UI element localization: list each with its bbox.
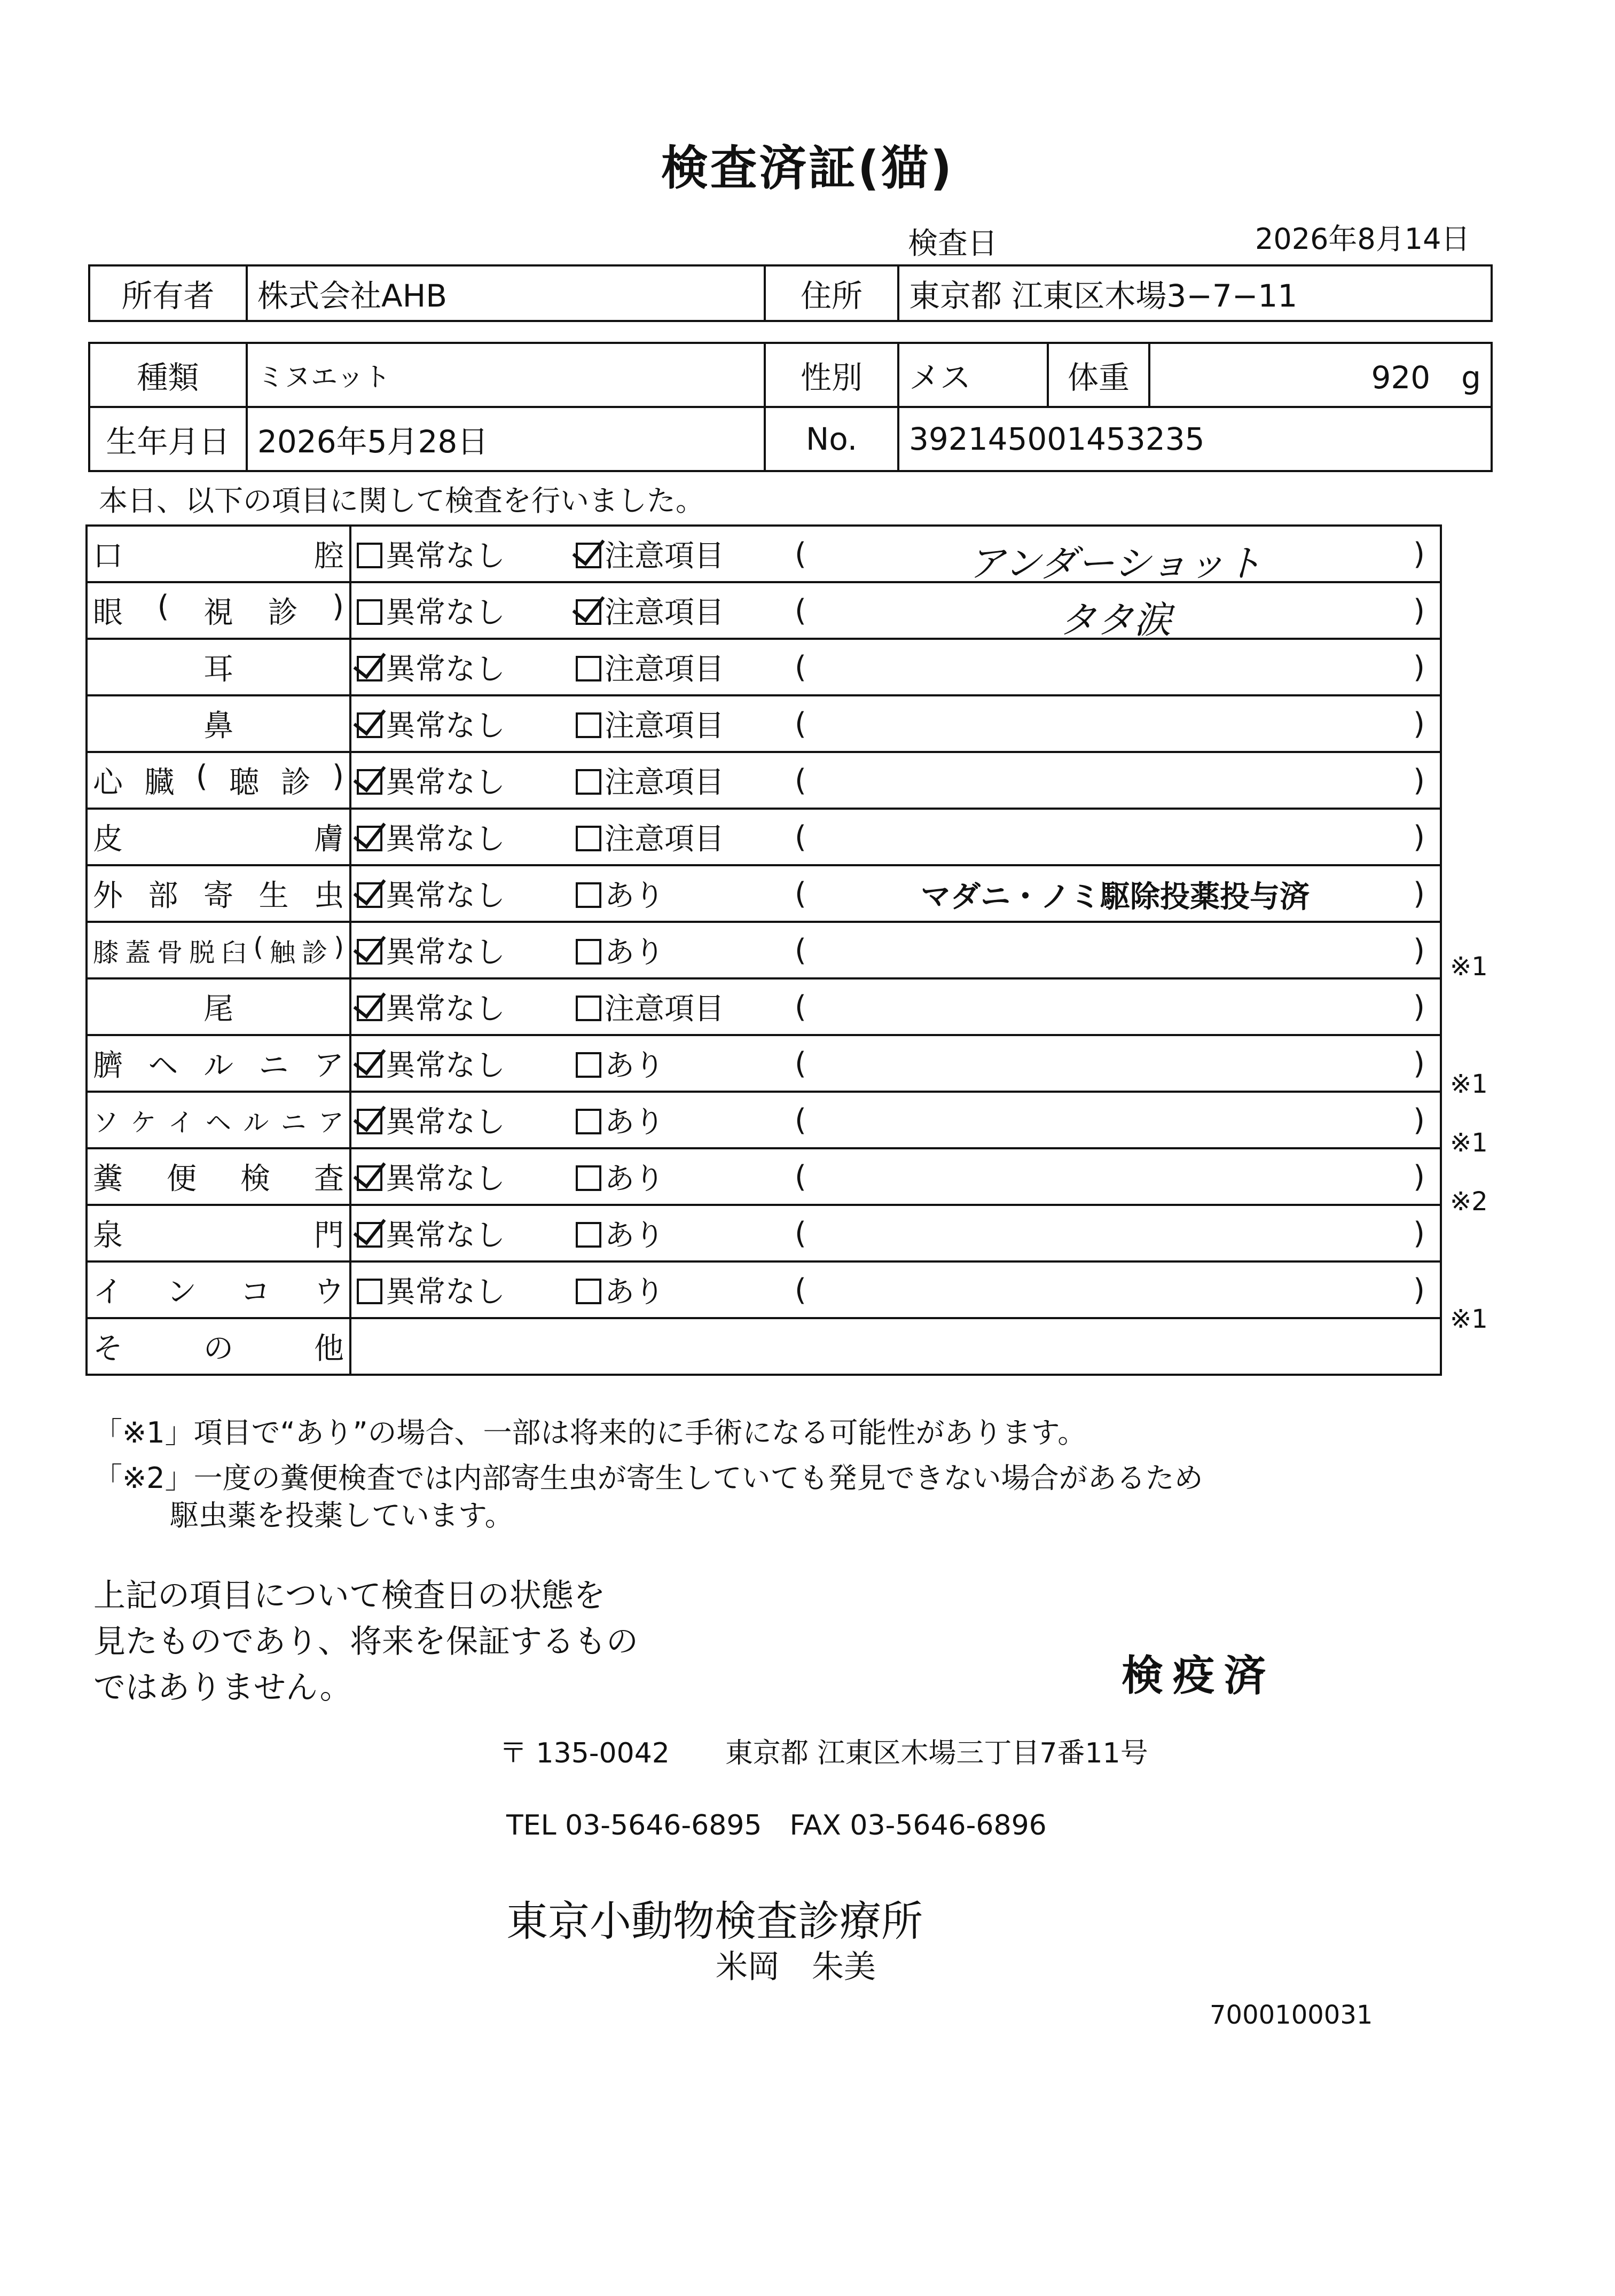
open-paren: (	[795, 819, 806, 855]
no-label: No.	[765, 407, 898, 471]
exam-category	[87, 1035, 350, 1092]
disclaimer-line: 見たものであり、将来を保証するもの	[93, 1623, 638, 1660]
open-paren: (	[795, 536, 806, 571]
category-char: 診	[280, 765, 311, 800]
checkbox-icon[interactable]	[576, 1279, 601, 1304]
option-opt2[interactable]	[576, 1268, 795, 1311]
option-opt2[interactable]	[576, 589, 795, 632]
checkbox-icon[interactable]	[357, 1052, 382, 1078]
checkbox-icon[interactable]	[357, 599, 382, 625]
category-char: ウ	[314, 1275, 344, 1310]
checkbox-icon[interactable]	[357, 543, 382, 568]
birth-value: 2026年5月28日	[247, 407, 765, 471]
option-opt1[interactable]	[357, 1212, 576, 1255]
animal-table	[88, 342, 1493, 472]
category-char: 蓋	[125, 937, 151, 968]
disclaimer-line: ではありません。	[93, 1669, 352, 1706]
option-label: 異常なし	[386, 1275, 505, 1310]
option-opt1[interactable]	[357, 929, 576, 971]
comment-field[interactable]	[795, 1159, 1425, 1194]
close-paren: )	[1413, 763, 1425, 798]
close-paren: )	[1413, 1046, 1425, 1081]
checkbox-icon[interactable]	[357, 769, 382, 795]
category-char: (	[157, 589, 169, 624]
checkbox-icon[interactable]	[576, 1222, 601, 1248]
option-label: 異常なし	[386, 1218, 505, 1253]
category-char: ニ	[258, 1048, 289, 1083]
exam-row	[87, 639, 1441, 695]
exam-category	[87, 1148, 350, 1205]
option-opt1[interactable]	[357, 646, 576, 688]
category-char: 心	[93, 765, 123, 800]
checkbox-icon[interactable]	[357, 656, 382, 681]
category-char: )	[332, 589, 344, 624]
checkbox-icon[interactable]	[357, 882, 382, 908]
category-char: 虫	[314, 879, 344, 913]
comment-field[interactable]	[795, 933, 1425, 968]
exam-row	[87, 922, 1441, 978]
checkbox-icon[interactable]	[357, 826, 382, 851]
checkbox-icon[interactable]	[357, 1222, 382, 1248]
exam-category	[87, 978, 350, 1035]
checkbox-icon[interactable]	[357, 712, 382, 738]
category-char: 膚	[314, 822, 344, 857]
checkbox-icon[interactable]	[576, 599, 601, 625]
exam-row	[87, 1261, 1441, 1318]
checkbox-icon[interactable]	[576, 939, 601, 965]
option-opt2[interactable]	[576, 759, 795, 802]
option-opt1[interactable]	[357, 759, 576, 802]
option-opt2[interactable]	[576, 816, 795, 858]
close-paren: )	[1413, 876, 1425, 911]
category-char: コ	[240, 1275, 270, 1310]
exam-row	[87, 1092, 1441, 1148]
category-char: ア	[318, 1107, 344, 1138]
option-opt1[interactable]	[357, 1268, 576, 1311]
inspected-stamp: 検疫済	[1122, 1652, 1276, 1700]
option-label: あり	[605, 1162, 664, 1196]
category-char: ヘ	[148, 1048, 178, 1083]
category-char: 臍	[93, 1048, 123, 1083]
weight-value: 920	[1371, 359, 1431, 396]
exam-category	[87, 922, 350, 978]
exam-row	[87, 978, 1441, 1035]
other-label	[87, 1318, 350, 1375]
category-char: 査	[314, 1162, 344, 1196]
open-paren: (	[795, 876, 806, 911]
category-char: 外	[93, 879, 123, 913]
exam-category	[87, 639, 350, 695]
comment-field[interactable]	[795, 707, 1425, 741]
category-char: の	[203, 1331, 233, 1366]
disclaimer	[93, 1573, 638, 1711]
comment-field[interactable]	[795, 876, 1425, 914]
exam-row	[87, 865, 1441, 922]
breed-label: 種類	[89, 343, 247, 407]
option-label: 異常なし	[386, 709, 505, 743]
category-char: 生	[258, 879, 289, 913]
option-label: 異常なし	[386, 822, 505, 857]
comment-field[interactable]	[795, 1216, 1425, 1251]
exam-category	[87, 752, 350, 809]
comment-text: アンダーショット	[968, 541, 1263, 585]
category-char: 膝	[93, 937, 119, 968]
note-2: 「※2」一度の糞便検査では内部寄生虫が寄生していても発見できない場合があるため	[93, 1461, 1203, 1495]
close-paren: )	[1413, 536, 1425, 571]
option-opt2[interactable]	[576, 872, 795, 915]
weight-label: 体重	[1048, 343, 1149, 407]
weight-cell	[1149, 343, 1492, 407]
footnote-mark: ※1	[1450, 1069, 1488, 1099]
option-label: 異常なし	[386, 652, 505, 687]
open-paren: (	[795, 1102, 806, 1138]
contact-line	[506, 1803, 1047, 1843]
close-paren: )	[1413, 1102, 1425, 1138]
category-char: (	[253, 931, 264, 962]
option-opt1[interactable]	[357, 702, 576, 745]
category-char: 臼	[221, 937, 247, 968]
checkbox-icon[interactable]	[357, 1109, 382, 1134]
no-value: 392145001453235	[898, 407, 1492, 471]
exam-result	[350, 1205, 1441, 1261]
other-row	[87, 1318, 1441, 1375]
document-code: 7000100031	[1210, 2000, 1373, 2030]
category-char: 鼻	[203, 709, 233, 743]
exam-result	[350, 1035, 1441, 1092]
weight-unit: g	[1461, 359, 1481, 396]
option-label: あり	[605, 1218, 664, 1253]
checkbox-icon[interactable]	[576, 769, 601, 795]
exam-category	[87, 1261, 350, 1318]
close-paren: )	[1413, 819, 1425, 855]
category-char: 視	[203, 595, 233, 630]
option-label: 注意項目	[605, 822, 724, 857]
sex-value: メス	[898, 343, 1048, 407]
option-label: 注意項目	[605, 709, 724, 743]
close-paren: )	[1413, 649, 1425, 685]
option-label: 異常なし	[386, 992, 505, 1026]
open-paren: (	[795, 1272, 806, 1307]
option-opt1[interactable]	[357, 589, 576, 632]
category-char: 聴	[229, 765, 260, 800]
open-paren: (	[795, 932, 806, 968]
open-paren: (	[795, 1159, 806, 1194]
exam-result	[350, 752, 1441, 809]
category-char: )	[334, 931, 344, 962]
category-char: イ	[168, 1107, 194, 1138]
option-label: 注意項目	[605, 992, 724, 1026]
option-label: 異常なし	[386, 765, 505, 800]
checkbox-icon[interactable]	[357, 939, 382, 965]
checkbox-icon[interactable]	[576, 543, 601, 568]
option-label: 異常なし	[386, 1105, 505, 1140]
exam-row	[87, 809, 1441, 865]
option-opt2[interactable]	[576, 1099, 795, 1141]
option-label: 異常なし	[386, 595, 505, 630]
checkbox-icon[interactable]	[576, 712, 601, 738]
open-paren: (	[795, 989, 806, 1024]
option-label: あり	[605, 879, 664, 913]
option-opt1[interactable]	[357, 1042, 576, 1085]
comment-text: マダニ・ノミ駆除投薬投与済	[921, 879, 1310, 914]
category-char: 尾	[203, 992, 233, 1026]
clinic-name: 東京小動物検査診療所	[506, 1898, 923, 1946]
other-field[interactable]	[350, 1318, 1441, 1375]
option-label: 異常なし	[386, 1048, 505, 1083]
checkbox-icon[interactable]	[357, 1279, 382, 1304]
intro-text: 本日、以下の項目に関して検査を行いました。	[99, 484, 704, 518]
option-opt2[interactable]	[576, 985, 795, 1028]
category-char: 触	[270, 937, 296, 968]
option-label: 異常なし	[386, 1162, 505, 1196]
comment-field[interactable]	[795, 820, 1425, 855]
fax: FAX 03-5646-6896	[789, 1809, 1047, 1841]
category-char: 眼	[93, 595, 123, 630]
exam-category	[87, 1205, 350, 1261]
option-label: 注意項目	[605, 539, 724, 574]
option-opt2[interactable]	[576, 1212, 795, 1255]
checkbox-icon[interactable]	[576, 1165, 601, 1191]
note-1: 「※1」項目で“あり”の場合、一部は将来的に手術になる可能性があります。	[93, 1416, 1087, 1449]
category-char: ケ	[130, 1107, 156, 1138]
birth-label: 生年月日	[89, 407, 247, 471]
comment-field[interactable]	[795, 1273, 1425, 1307]
comment-field[interactable]	[795, 536, 1425, 585]
option-opt2[interactable]	[576, 929, 795, 971]
category-char: 脱	[189, 937, 215, 968]
exam-row	[87, 582, 1441, 639]
exam-result	[350, 639, 1441, 695]
exam-result	[350, 865, 1441, 922]
option-label: 異常なし	[386, 935, 505, 970]
category-char: 耳	[203, 652, 233, 687]
exam-row	[87, 1205, 1441, 1261]
checkbox-icon[interactable]	[576, 1109, 601, 1134]
option-label: 注意項目	[605, 595, 724, 630]
exam-result	[350, 922, 1441, 978]
category-char: そ	[93, 1331, 123, 1366]
option-label: 注意項目	[605, 652, 724, 687]
option-opt2[interactable]	[576, 532, 795, 575]
exam-category	[87, 695, 350, 752]
exam-category	[87, 526, 350, 582]
option-opt1[interactable]	[357, 985, 576, 1028]
checkbox-icon[interactable]	[576, 996, 601, 1021]
category-char: 泉	[93, 1218, 123, 1253]
open-paren: (	[795, 593, 806, 628]
option-opt1[interactable]	[357, 1099, 576, 1141]
exam-row	[87, 526, 1441, 582]
note-3: 駆虫薬を投薬しています。	[170, 1499, 514, 1532]
comment-text: タタ涙	[1059, 598, 1171, 642]
exam-result	[350, 695, 1441, 752]
exam-date: 2026年8月14日	[1255, 222, 1470, 256]
option-label: あり	[605, 935, 664, 970]
comment-field[interactable]	[795, 763, 1425, 798]
address-label: 住所	[765, 265, 898, 321]
option-opt1[interactable]	[357, 1155, 576, 1198]
close-paren: )	[1413, 932, 1425, 968]
exam-result	[350, 1261, 1441, 1318]
category-char: 他	[314, 1331, 344, 1366]
breed-value: ミヌエット	[247, 343, 765, 407]
open-paren: (	[795, 1046, 806, 1081]
tel: TEL 03-5646-6895	[506, 1809, 762, 1841]
category-char: 診	[268, 595, 298, 630]
category-char: 寄	[203, 879, 233, 913]
exam-result	[350, 1092, 1441, 1148]
option-opt2[interactable]	[576, 1042, 795, 1085]
exam-row	[87, 1148, 1441, 1205]
exam-result	[350, 809, 1441, 865]
comment-field[interactable]	[795, 990, 1425, 1024]
option-opt1[interactable]	[357, 872, 576, 915]
option-opt1[interactable]	[357, 532, 576, 575]
category-char: 口	[93, 539, 123, 574]
owner-label: 所有者	[89, 265, 247, 321]
exam-row	[87, 1035, 1441, 1092]
category-char: 腔	[314, 539, 344, 574]
disclaimer-line: 上記の項目について検査日の状態を	[93, 1577, 606, 1615]
open-paren: (	[795, 706, 806, 741]
close-paren: )	[1413, 706, 1425, 741]
footnote-mark: ※1	[1450, 1128, 1488, 1158]
category-char: ア	[314, 1048, 344, 1083]
footnote-mark: ※1	[1450, 952, 1488, 982]
category-char: ソ	[93, 1107, 119, 1138]
category-char: 門	[314, 1218, 344, 1253]
option-opt1[interactable]	[357, 816, 576, 858]
option-label: 異常なし	[386, 879, 505, 913]
open-paren: (	[795, 763, 806, 798]
close-paren: )	[1413, 989, 1425, 1024]
comment-field[interactable]	[795, 1103, 1425, 1138]
close-paren: )	[1413, 1159, 1425, 1194]
checkbox-icon[interactable]	[576, 1052, 601, 1078]
exam-result	[350, 582, 1441, 642]
checkbox-icon[interactable]	[576, 826, 601, 851]
option-opt2[interactable]	[576, 1155, 795, 1198]
exam-row	[87, 695, 1441, 752]
footnote-mark: ※2	[1450, 1187, 1488, 1217]
option-opt2[interactable]	[576, 646, 795, 688]
person-name: 米岡 朱美	[716, 1948, 876, 1986]
category-char: (	[195, 759, 208, 794]
exam-category	[87, 582, 350, 639]
category-char: ヘ	[205, 1107, 231, 1138]
open-paren: (	[795, 1216, 806, 1251]
checkbox-icon[interactable]	[576, 882, 601, 908]
footnote-mark: ※1	[1450, 1304, 1488, 1334]
category-char: 糞	[93, 1162, 123, 1196]
checkbox-icon[interactable]	[357, 1165, 382, 1191]
exam-grid	[85, 524, 1442, 1376]
category-char: )	[332, 759, 344, 794]
checkbox-icon[interactable]	[357, 996, 382, 1021]
exam-category	[87, 865, 350, 922]
category-char: ル	[203, 1048, 233, 1083]
close-paren: )	[1413, 1272, 1425, 1307]
owner-value: 株式会社AHB	[247, 265, 765, 321]
option-opt2[interactable]	[576, 702, 795, 745]
comment-field[interactable]	[795, 593, 1425, 642]
postal-code: 〒 135-0042	[499, 1737, 670, 1769]
category-char: イ	[93, 1275, 123, 1310]
option-label: あり	[605, 1105, 664, 1140]
exam-result	[350, 526, 1441, 585]
close-paren: )	[1413, 1216, 1425, 1251]
category-char: ン	[167, 1275, 197, 1310]
clinic-address: 東京都 江東区木場三丁目7番11号	[725, 1737, 1148, 1769]
exam-result	[350, 978, 1441, 1035]
category-char: 皮	[93, 822, 123, 857]
category-char: 骨	[157, 937, 183, 968]
option-label: あり	[605, 1048, 664, 1083]
clinic-address-line	[499, 1730, 1148, 1770]
owner-table	[88, 264, 1493, 322]
exam-category	[87, 1092, 350, 1148]
option-label: 異常なし	[386, 539, 505, 574]
category-char: 検	[240, 1162, 270, 1196]
close-paren: )	[1413, 593, 1425, 628]
exam-date-label: 検査日	[908, 226, 998, 261]
category-char: ニ	[280, 1107, 307, 1138]
open-paren: (	[795, 649, 806, 685]
comment-field[interactable]	[795, 1046, 1425, 1081]
exam-row	[87, 752, 1441, 809]
sex-label: 性別	[765, 343, 898, 407]
comment-field[interactable]	[795, 650, 1425, 685]
checkbox-icon[interactable]	[576, 656, 601, 681]
address-value: 東京都 江東区木場3−7−11	[898, 265, 1492, 321]
exam-result	[350, 1148, 1441, 1205]
exam-category	[87, 809, 350, 865]
category-char: 臓	[144, 765, 175, 800]
category-char: ル	[243, 1107, 269, 1138]
category-char: 部	[148, 879, 178, 913]
page-title: 検査済証(猫)	[661, 140, 954, 195]
option-label: 注意項目	[605, 765, 724, 800]
category-char: 診	[302, 937, 328, 968]
category-char: 便	[167, 1162, 197, 1196]
option-label: あり	[605, 1275, 664, 1310]
